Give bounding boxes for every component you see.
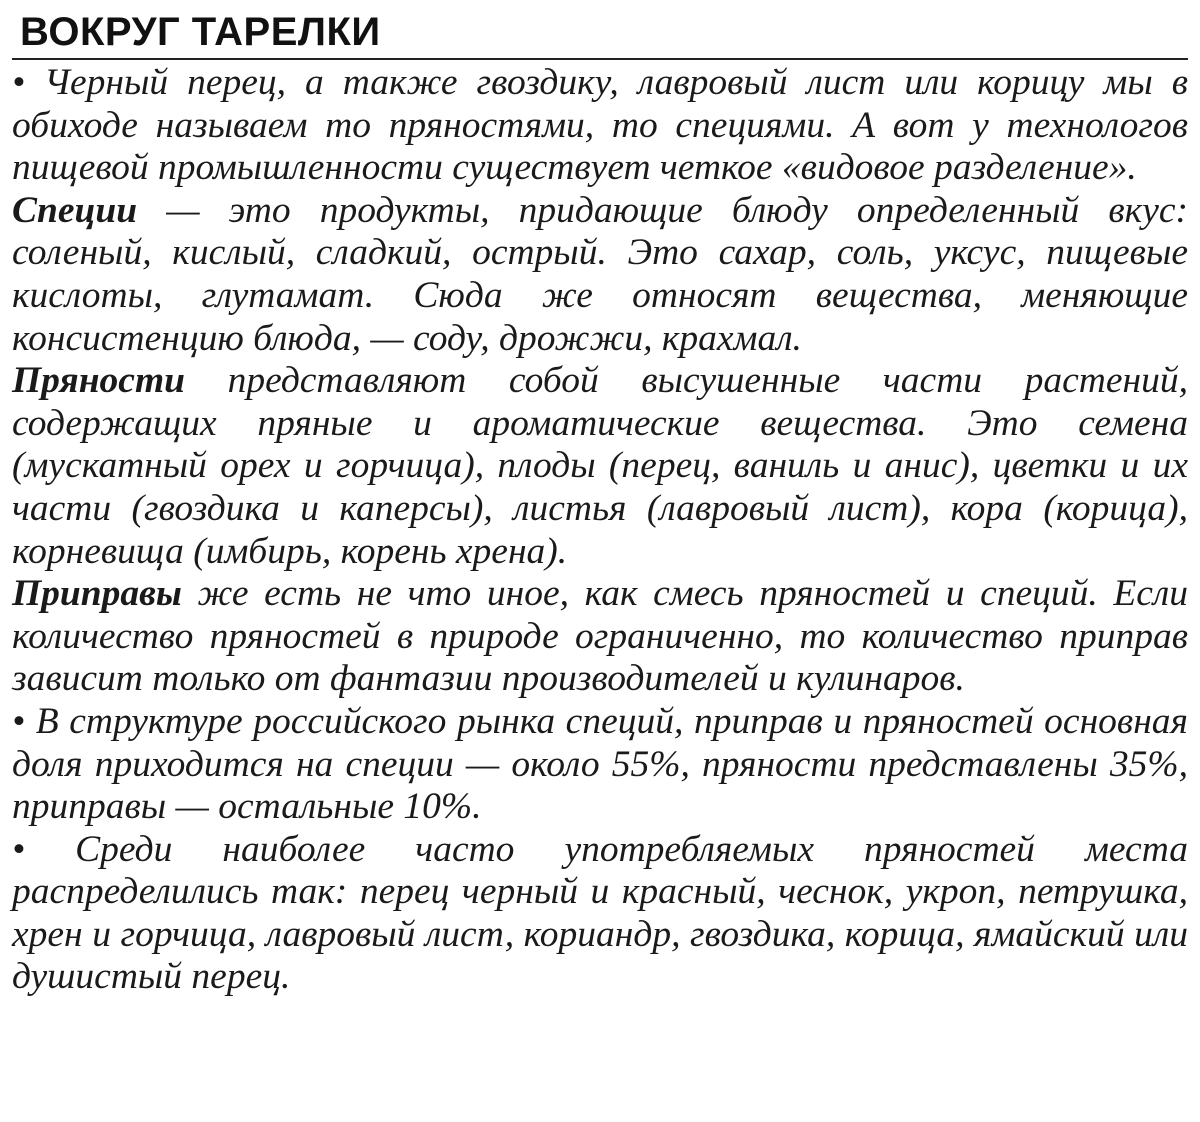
intro-paragraph: • Черный перец, а также гвоздику, лавровый лист или корицу мы в обиходе называем то пряностями, то специями. А вот у технологов пищевой промышленности существует четкое «видовое разделение». <box>12 62 1188 189</box>
seasonings-paragraph <box>12 573 1188 701</box>
aromatics-term: Пряности <box>12 360 185 402</box>
article-heading: ВОКРУГ ТАРЕЛКИ <box>20 10 381 54</box>
heading-rule <box>12 58 1188 60</box>
spices-definition: — это продукты, придающие блюду определенный вкус: соленый, кислый, сладкий, острый. Это сахар, соль, уксус, пищевые кислоты, глутамат. Сюда же относят вещества, меняющие консистенцию блюда, — соду, дрожжи, крахмал. <box>12 189 1188 359</box>
aromatics-definition: представляют собой высушенные части растений, содержащих пряные и ароматические вещества. Это семена (мускатный орех и горчица), плоды (перец, ваниль и анис), цветки и их части (гвоздика и каперсы), листья (лавровый лист), кора (корица), корневища (имбирь, корень хрена). <box>12 360 1188 572</box>
popular-spices-paragraph: • Среди наиболее часто употребляемых пряностей места распределились так: перец черный и красный, чеснок, укроп, петрушка, хрен и горчица, лавровый лист, кориандр, гвоздика, корица, ямайский или душистый перец. <box>12 828 1188 998</box>
spices-term: Специи <box>12 189 138 231</box>
spices-paragraph <box>12 190 1188 360</box>
seasonings-definition: же есть не что иное, как смесь пряностей и специй. Если количество пряностей в природе ограниченно, то количество приправ зависит только от фантазии производителей и кулинаров. <box>12 573 1188 700</box>
aromatics-paragraph <box>12 360 1188 573</box>
article-body <box>12 62 1188 999</box>
market-share-paragraph: • В структуре российского рынка специй, приправ и пряностей основная доля приходится на специи — около 55%, пряности представлены 35%, приправы — остальные 10%. <box>12 700 1188 828</box>
seasonings-term: Приправы <box>12 573 182 615</box>
